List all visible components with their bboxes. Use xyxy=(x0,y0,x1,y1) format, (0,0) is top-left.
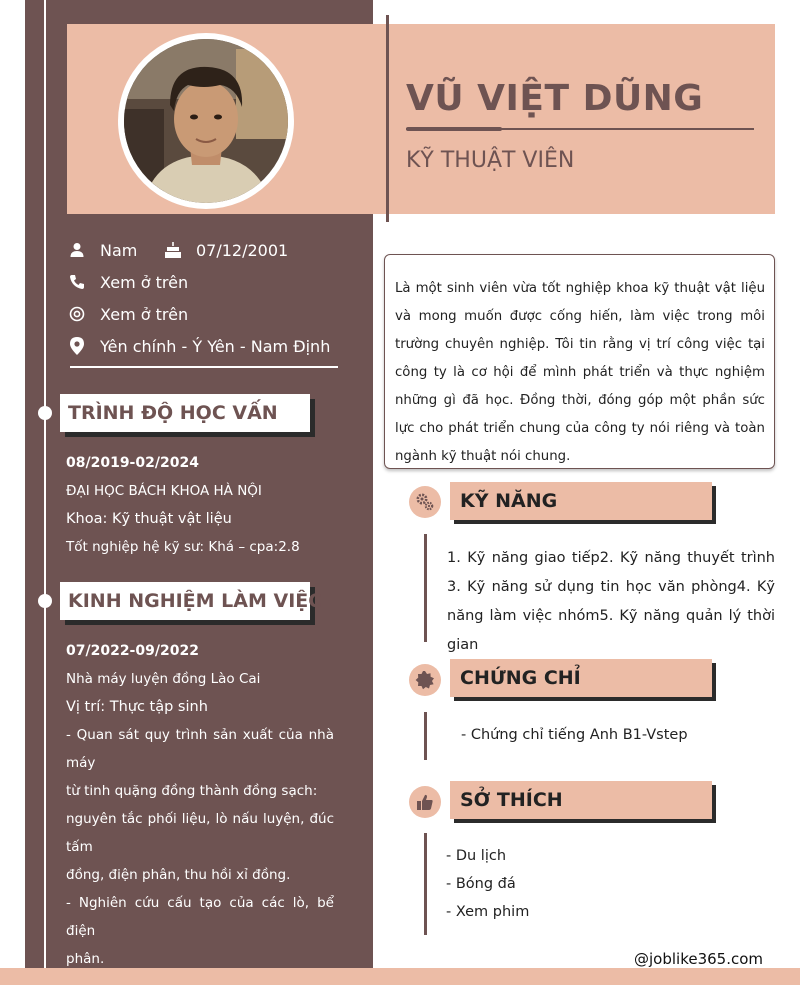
hobbies-vline xyxy=(424,833,427,935)
skills-title: KỸ NĂNG xyxy=(460,490,558,512)
experience-date: 07/2022-09/2022 xyxy=(66,643,199,659)
hobbies-icon-circle xyxy=(409,786,441,818)
certificates-header xyxy=(450,659,712,697)
timeline-dot-experience xyxy=(38,594,52,608)
skills-text: 1. Kỹ năng giao tiếp2. Kỹ năng thuyết trình 3. Kỹ năng sử dụng tin học văn phòng4. Kỹ năng làm việc nhóm5. Kỹ năng quản lý thời gian xyxy=(447,550,775,653)
badge-icon xyxy=(415,670,435,690)
certificates-vline xyxy=(424,712,427,760)
info-address-row xyxy=(67,334,330,358)
hobbies-list xyxy=(446,842,746,926)
experience-title: KINH NGHIỆM LÀM VIỆC xyxy=(68,590,323,612)
profile-photo xyxy=(124,39,288,203)
experience-line: phân. xyxy=(66,951,105,967)
skills-icon-circle xyxy=(409,486,441,518)
phone-icon xyxy=(67,272,87,292)
experience-content xyxy=(66,637,334,973)
experience-company: Nhà máy luyện đồng Lào Cai xyxy=(66,671,261,687)
education-faculty: Khoa: Kỹ thuật vật liệu xyxy=(66,511,232,527)
education-header xyxy=(60,394,310,432)
experience-line: đồng, điện phân, thu hồi xỉ đồng. xyxy=(66,867,291,883)
hobby-item: - Bóng đá xyxy=(446,876,516,892)
person-icon xyxy=(67,240,87,260)
skills-vline xyxy=(424,534,427,642)
avatar xyxy=(118,33,294,209)
timeline-line xyxy=(44,0,46,968)
name-underline-accent xyxy=(406,127,502,131)
hobbies-header xyxy=(450,781,712,819)
education-title: TRÌNH ĐỘ HỌC VẤN xyxy=(68,402,278,424)
summary-box xyxy=(384,254,775,469)
certificates-title: CHỨNG CHỈ xyxy=(460,667,581,689)
candidate-name: VŨ VIỆT DŨNG xyxy=(406,78,704,119)
phone-value: Xem ở trên xyxy=(100,272,189,292)
info-gender-row xyxy=(67,238,137,262)
info-divider xyxy=(70,366,338,368)
experience-line: máy xyxy=(66,755,96,771)
education-school: ĐẠI HỌC BÁCH KHOA HÀ NỘI xyxy=(66,483,262,499)
hobby-item: - Xem phim xyxy=(446,904,530,920)
header-divider xyxy=(386,15,389,222)
cake-icon xyxy=(163,240,183,260)
watermark: @joblike365.com xyxy=(634,950,764,968)
info-phone-row xyxy=(67,270,188,294)
hobby-item: - Du lịch xyxy=(446,848,507,864)
skills-header xyxy=(450,482,712,520)
gender-value: Nam xyxy=(100,240,138,260)
experience-position: Vị trí: Thực tập sinh xyxy=(66,699,208,715)
experience-header xyxy=(60,582,323,620)
birthday-value: 07/12/2001 xyxy=(196,240,289,260)
experience-line: nguyên tắc phối liệu, lò nấu luyện, đúc xyxy=(66,811,334,827)
education-content xyxy=(66,449,334,561)
experience-line: - Quan sát quy trình sản xuất của nhà xyxy=(66,727,334,743)
info-birthday-row xyxy=(163,238,288,262)
map-pin-icon xyxy=(67,336,87,356)
certificates-list xyxy=(461,721,761,750)
education-date: 08/2019-02/2024 xyxy=(66,455,199,471)
email-value: Xem ở trên xyxy=(100,304,189,324)
experience-line: tấm xyxy=(66,839,93,855)
certificate-item: - Chứng chỉ tiếng Anh B1-Vstep xyxy=(461,727,688,743)
address-value: Yên chính - Ý Yên - Nam Định xyxy=(100,336,331,356)
experience-line: - Nghiên cứu cấu tạo của các lò, bể điện xyxy=(66,895,334,939)
education-degree: Tốt nghiệp hệ kỹ sư: Khá – cpa:2.8 xyxy=(66,539,300,555)
timeline-dot-education xyxy=(38,406,52,420)
job-title: KỸ THUẬT VIÊN xyxy=(406,148,575,173)
thumbs-up-icon xyxy=(416,793,434,811)
certificates-icon-circle xyxy=(409,664,441,696)
gears-icon xyxy=(415,492,435,512)
info-email-row xyxy=(67,302,188,326)
experience-line: từ tinh quặng đồng thành đồng sạch: xyxy=(66,783,318,799)
hobbies-title: SỞ THÍCH xyxy=(460,789,563,811)
at-icon xyxy=(67,304,87,324)
summary-text: Là một sinh viên vừa tốt nghiệp khoa kỹ thuật vật liệu và mong muốn được cống hiến, làm việc trong môi trường chuyên nghiệp. Tôi tin rằng vị trí công việc tại công ty là cơ hội để mình phát triển và thực nghiệm những gì đã học. Đồng thời, đóng góp một phần sức lực cho phát triển chung của công ty nói riêng và toàn ngành kỹ thuật nói chung. xyxy=(395,281,765,464)
